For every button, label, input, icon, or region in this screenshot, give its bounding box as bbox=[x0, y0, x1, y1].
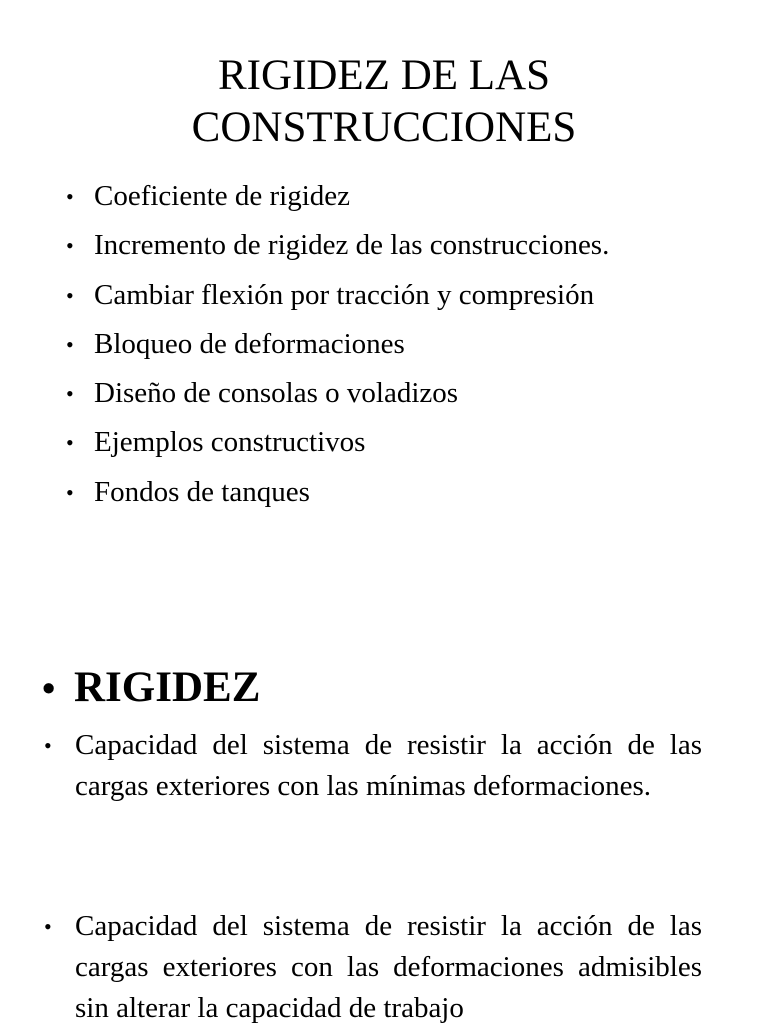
bullet-icon: • bbox=[66, 331, 74, 357]
definition-text: Capacidad del sistema de resistir la acción de las cargas exteriores con las deformaciones admisibles sin alterar la capacidad de trabajo bbox=[75, 910, 702, 1024]
section-heading-text: RIGIDEZ bbox=[74, 664, 261, 711]
list-item-text: Incremento de rigidez de las construcciones. bbox=[94, 229, 610, 262]
list-item bbox=[64, 468, 609, 517]
list-item bbox=[64, 172, 609, 221]
definition-text: Capacidad del sistema de resistir la acción de las cargas exteriores con las mínimas deformaciones. bbox=[75, 729, 702, 802]
list-item-text: Ejemplos constructivos bbox=[94, 426, 366, 459]
bullet-icon: • bbox=[44, 733, 52, 758]
list-item-text: Coeficiente de rigidez bbox=[94, 180, 351, 212]
page-title bbox=[0, 50, 768, 154]
topic-list bbox=[64, 172, 609, 517]
list-item bbox=[64, 221, 609, 270]
bullet-icon: • bbox=[42, 668, 56, 710]
bullet-icon: • bbox=[66, 381, 74, 407]
title-line-1: RIGIDEZ DE LAS bbox=[217, 52, 550, 99]
list-item bbox=[64, 369, 609, 418]
definition-item bbox=[44, 725, 702, 807]
bullet-icon: • bbox=[66, 233, 74, 259]
bullet-icon: • bbox=[66, 430, 74, 456]
bullet-icon: • bbox=[44, 914, 52, 939]
title-line-2: CONSTRUCCIONES bbox=[191, 104, 577, 151]
list-item bbox=[64, 271, 609, 320]
list-item bbox=[64, 320, 609, 369]
bullet-icon: • bbox=[66, 479, 74, 505]
section-heading bbox=[42, 660, 260, 717]
list-item-text: Cambiar flexión por tracción y compresión bbox=[94, 278, 595, 311]
list-item bbox=[64, 418, 609, 467]
bullet-icon: • bbox=[66, 282, 74, 308]
list-item-text: Fondos de tanques bbox=[94, 475, 310, 508]
definition-item bbox=[44, 906, 702, 1024]
list-item-text: Bloqueo de deformaciones bbox=[94, 327, 405, 360]
list-item-text: Diseño de consolas o voladizos bbox=[94, 377, 459, 410]
bullet-icon: • bbox=[66, 184, 74, 209]
